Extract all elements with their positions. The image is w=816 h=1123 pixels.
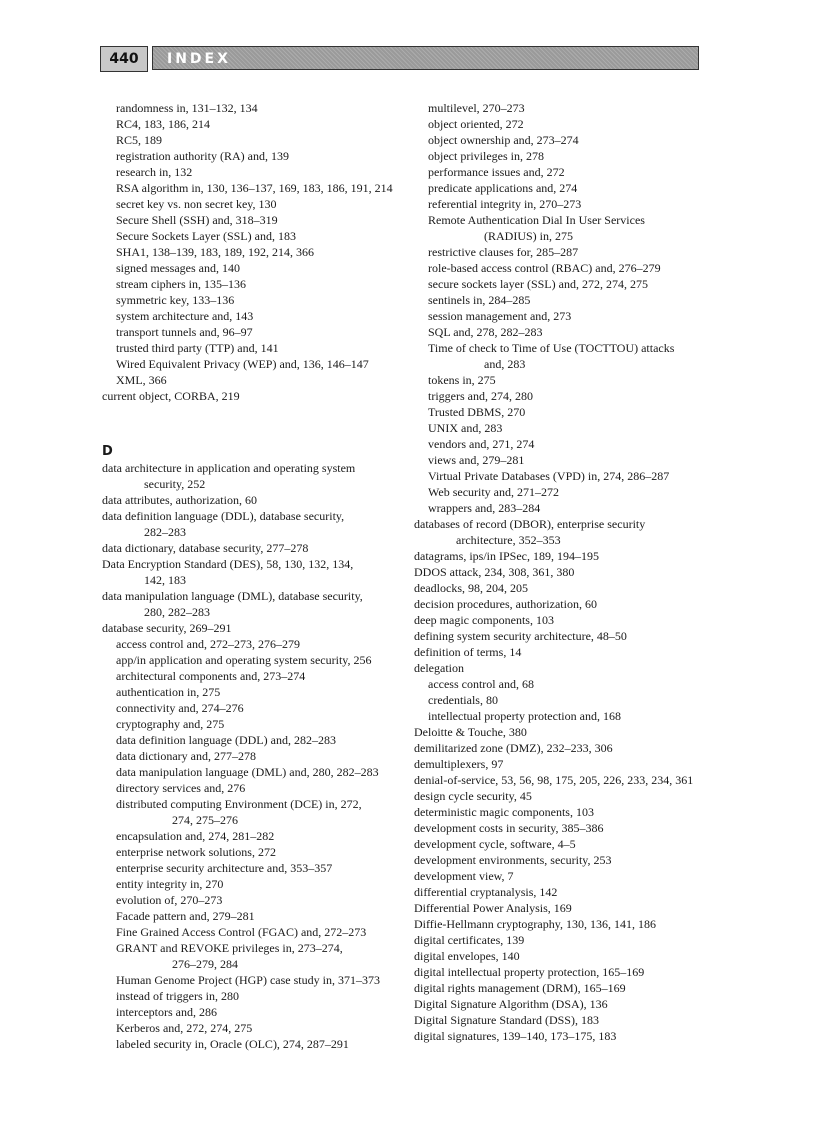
index-entry [414,1012,704,1028]
entry-text: Secure Sockets Layer (SSL) and, 183 [116,229,296,243]
index-entry [102,460,402,492]
index-entry [414,788,704,804]
index-subentry [102,940,402,972]
entry-text: database security, 269–291 [102,621,232,635]
entry-text: XML, 366 [116,373,167,387]
entry-text: randomness in, 131–132, 134 [116,101,258,115]
entry-text: demilitarized zone (DMZ), 232–233, 306 [414,741,613,755]
index-subentry [102,748,402,764]
entry-text: entity integrity in, 270 [116,877,224,891]
index-subentry [102,972,402,988]
index-subentry [414,500,704,516]
entry-text: role-based access control (RBAC) and, 276–279 [428,261,661,275]
entry-text: transport tunnels and, 96–97 [116,325,253,339]
entry-text: multilevel, 270–273 [428,101,525,115]
entry-text: differential cryptanalysis, 142 [414,885,558,899]
entry-text: RSA algorithm in, 130, 136–137, 169, 183, 186, 191, 214 [116,181,393,195]
index-subentry [102,212,402,228]
entry-text: defining system security architecture, 48–50 [414,629,627,643]
index-subentry [102,132,402,148]
index-subentry [414,212,704,244]
entry-text: session management and, 273 [428,309,572,323]
index-subentry [414,196,704,212]
entry-continuation: 274, 275–276 [172,813,238,827]
index-subentry [102,716,402,732]
entry-text: digital envelopes, 140 [414,949,520,963]
entry-continuation: (RADIUS) in, 275 [484,229,573,243]
section-title-bar: INDEX [152,46,699,70]
index-subentry [102,1020,402,1036]
index-entry [414,516,704,548]
entry-text: performance issues and, 272 [428,165,565,179]
index-entry [414,564,704,580]
entry-text: interceptors and, 286 [116,1005,217,1019]
index-subentry [102,1004,402,1020]
entry-text: cryptography and, 275 [116,717,225,731]
index-column-left [102,100,402,1052]
index-subentry [102,844,402,860]
index-entry [414,948,704,964]
index-subentry [414,468,704,484]
entry-text: delegation [414,661,464,675]
entry-text: intellectual property protection and, 168 [428,709,621,723]
entry-text: data architecture in application and operating system [102,461,356,475]
index-subentry [414,676,704,692]
entry-text: authentication in, 275 [116,685,221,699]
entry-text: current object, CORBA, 219 [102,389,240,403]
entry-text: design cycle security, 45 [414,789,532,803]
index-entry [414,836,704,852]
entry-text: Facade pattern and, 279–281 [116,909,255,923]
index-entry [102,556,402,588]
entry-text: distributed computing Environment (DCE) in, 272, [116,797,362,811]
entry-text: registration authority (RA) and, 139 [116,149,289,163]
entry-text: encapsulation and, 274, 281–282 [116,829,275,843]
index-subentry [102,228,402,244]
entry-text: data manipulation language (DML) and, 280, 282–283 [116,765,379,779]
index-subentry [102,260,402,276]
index-entry [414,980,704,996]
index-entry [414,1028,704,1044]
entry-text: UNIX and, 283 [428,421,503,435]
index-subentry [102,148,402,164]
entry-text: DDOS attack, 234, 308, 361, 380 [414,565,575,579]
entry-text: Differential Power Analysis, 169 [414,901,572,915]
index-subentry [102,292,402,308]
index-entry [414,724,704,740]
index-subentry [102,356,402,372]
index-subentry [414,692,704,708]
entry-text: digital rights management (DRM), 165–169 [414,981,626,995]
index-subentry [102,924,402,940]
entry-text: deadlocks, 98, 204, 205 [414,581,528,595]
entry-text: development view, 7 [414,869,514,883]
entry-text: symmetric key, 133–136 [116,293,235,307]
entry-text: digital certificates, 139 [414,933,525,947]
entry-text: Kerberos and, 272, 274, 275 [116,1021,253,1035]
index-subentry [102,276,402,292]
index-subentry [414,164,704,180]
entry-text: digital signatures, 139–140, 173–175, 183 [414,1029,617,1043]
index-subentry [414,372,704,388]
index-entry [414,660,704,676]
entry-text: signed messages and, 140 [116,261,240,275]
entry-text: data attributes, authorization, 60 [102,493,257,507]
index-subentry [414,436,704,452]
entry-continuation: security, 252 [144,477,206,491]
entry-text: labeled security in, Oracle (OLC), 274, 287–291 [116,1037,349,1051]
entry-text: app/in application and operating system security, 256 [116,653,372,667]
entry-text: RC5, 189 [116,133,163,147]
index-subentry [102,1036,402,1052]
index-subentry [102,180,402,196]
index-subentry [102,908,402,924]
index-subentry [102,860,402,876]
index-entry [414,756,704,772]
index-entry [102,540,402,556]
entry-text: Digital Signature Standard (DSS), 183 [414,1013,599,1027]
entry-text: directory services and, 276 [116,781,246,795]
index-entry [414,932,704,948]
entry-text: definition of terms, 14 [414,645,522,659]
index-subentry [102,796,402,828]
index-subentry [102,876,402,892]
entry-continuation: 282–283 [144,525,186,539]
index-subentry [102,732,402,748]
index-entry [414,900,704,916]
entry-text: access control and, 68 [428,677,534,691]
entry-text: tokens in, 275 [428,373,496,387]
entry-text: SQL and, 278, 282–283 [428,325,543,339]
entry-text: Remote Authentication Dial In User Services [428,213,645,227]
entry-continuation: architecture, 352–353 [456,533,561,547]
index-entry [414,548,704,564]
index-subentry [102,244,402,260]
entry-text: Trusted DBMS, 270 [428,405,526,419]
index-entry [414,772,704,788]
index-entry [414,996,704,1012]
index-subentry [102,324,402,340]
entry-text: RC4, 183, 186, 214 [116,117,211,131]
entry-text: access control and, 272–273, 276–279 [116,637,300,651]
entry-text: decision procedures, authorization, 60 [414,597,597,611]
entry-text: object oriented, 272 [428,117,524,131]
page-header [100,46,699,72]
entry-text: data manipulation language (DML), database security, [102,589,363,603]
index-subentry [102,828,402,844]
index-subentry [102,340,402,356]
index-subentry [414,324,704,340]
entry-continuation: 142, 183 [144,573,186,587]
entry-text: instead of triggers in, 280 [116,989,239,1003]
index-subentry [102,116,402,132]
entry-text: Data Encryption Standard (DES), 58, 130, 132, 134, [102,557,354,571]
index-subentry [414,292,704,308]
entry-text: Time of check to Time of Use (TOCTTOU) attacks [428,341,675,355]
entry-text: Virtual Private Databases (VPD) in, 274, 286–287 [428,469,670,483]
entry-text: evolution of, 270–273 [116,893,223,907]
index-entry [414,580,704,596]
entry-text: GRANT and REVOKE privileges in, 273–274, [116,941,343,955]
entry-text: referential integrity in, 270–273 [428,197,582,211]
index-subentry [102,668,402,684]
entry-text: vendors and, 271, 274 [428,437,535,451]
entry-text: data dictionary, database security, 277–278 [102,541,309,555]
index-letter-heading: D [102,444,113,459]
index-entry [102,492,402,508]
index-subentry [102,780,402,796]
index-subentry [414,260,704,276]
index-subentry [414,116,704,132]
index-subentry [414,404,704,420]
entry-text: object ownership and, 273–274 [428,133,579,147]
index-subentry [414,484,704,500]
entry-text: data definition language (DDL), database security, [102,509,345,523]
index-entry [102,388,402,404]
index-subentry [414,420,704,436]
entry-text: Diffie-Hellmann cryptography, 130, 136, 141, 186 [414,917,656,931]
index-subentry [102,196,402,212]
index-subentry [102,988,402,1004]
index-subentry [414,180,704,196]
entry-text: data dictionary and, 277–278 [116,749,256,763]
index-subentry [102,700,402,716]
index-subentry [414,340,704,372]
entry-text: object privileges in, 278 [428,149,544,163]
entry-text: enterprise security architecture and, 353–357 [116,861,333,875]
index-subentry [102,164,402,180]
index-subentry [414,132,704,148]
index-entry [414,964,704,980]
index-entry [414,852,704,868]
entry-text: Wired Equivalent Privacy (WEP) and, 136, 146–147 [116,357,369,371]
index-subentry [414,708,704,724]
entry-text: secure sockets layer (SSL) and, 272, 274, 275 [428,277,648,291]
index-entry [414,916,704,932]
index-subentry [102,764,402,780]
entry-text: stream ciphers in, 135–136 [116,277,246,291]
entry-text: development costs in security, 385–386 [414,821,604,835]
entry-text: wrappers and, 283–284 [428,501,541,515]
index-subentry [102,100,402,116]
index-entry [414,820,704,836]
entry-text: sentinels in, 284–285 [428,293,531,307]
entry-text: Deloitte & Touche, 380 [414,725,527,739]
entry-text: denial-of-service, 53, 56, 98, 175, 205, 226, 233, 234, 361 [414,773,694,787]
entry-text: system architecture and, 143 [116,309,254,323]
entry-text: deterministic magic components, 103 [414,805,594,819]
index-subentry [102,892,402,908]
index-subentry [102,652,402,668]
entry-text: Digital Signature Algorithm (DSA), 136 [414,997,608,1011]
entry-text: restrictive clauses for, 285–287 [428,245,579,259]
entry-text: deep magic components, 103 [414,613,554,627]
entry-text: development cycle, software, 4–5 [414,837,576,851]
entry-text: Web security and, 271–272 [428,485,560,499]
index-entry [414,612,704,628]
entry-text: databases of record (DBOR), enterprise security [414,517,646,531]
entry-text: Human Genome Project (HGP) case study in, 371–373 [116,973,380,987]
index-subentry [102,308,402,324]
entry-text: Fine Grained Access Control (FGAC) and, 272–273 [116,925,367,939]
entry-continuation: 280, 282–283 [144,605,210,619]
index-entry [102,508,402,540]
index-subentry [102,372,402,388]
index-entry [414,644,704,660]
index-subentry [102,636,402,652]
index-entry [102,588,402,620]
entry-text: triggers and, 274, 280 [428,389,533,403]
entry-text: datagrams, ips/in IPSec, 189, 194–195 [414,549,599,563]
entry-text: architectural components and, 273–274 [116,669,306,683]
index-subentry [414,276,704,292]
index-entry [414,884,704,900]
entry-continuation: and, 283 [484,357,526,371]
index-entry [414,628,704,644]
index-entry [102,620,402,636]
index-subentry [414,452,704,468]
entry-text: trusted third party (TTP) and, 141 [116,341,279,355]
entry-continuation: 276–279, 284 [172,957,238,971]
index-entry [414,804,704,820]
entry-text: SHA1, 138–139, 183, 189, 192, 214, 366 [116,245,315,259]
index-entry [414,868,704,884]
index-column-right [414,100,704,1044]
entry-text: research in, 132 [116,165,193,179]
index-subentry [414,308,704,324]
index-subentry [414,100,704,116]
index-subentry [102,684,402,700]
entry-text: demultiplexers, 97 [414,757,504,771]
entry-text: enterprise network solutions, 272 [116,845,276,859]
entry-text: development environments, security, 253 [414,853,612,867]
index-entry [414,596,704,612]
entry-text: data definition language (DDL) and, 282–283 [116,733,336,747]
index-subentry [414,148,704,164]
index-subentry [414,388,704,404]
entry-text: Secure Shell (SSH) and, 318–319 [116,213,278,227]
section-gap [102,404,402,444]
entry-text: digital intellectual property protection, 165–169 [414,965,645,979]
entry-text: views and, 279–281 [428,453,525,467]
index-subentry [414,244,704,260]
entry-text: credentials, 80 [428,693,498,707]
entry-text: connectivity and, 274–276 [116,701,244,715]
entry-text: predicate applications and, 274 [428,181,578,195]
page-number: 440 [100,46,148,72]
entry-text: secret key vs. non secret key, 130 [116,197,277,211]
index-entry [414,740,704,756]
